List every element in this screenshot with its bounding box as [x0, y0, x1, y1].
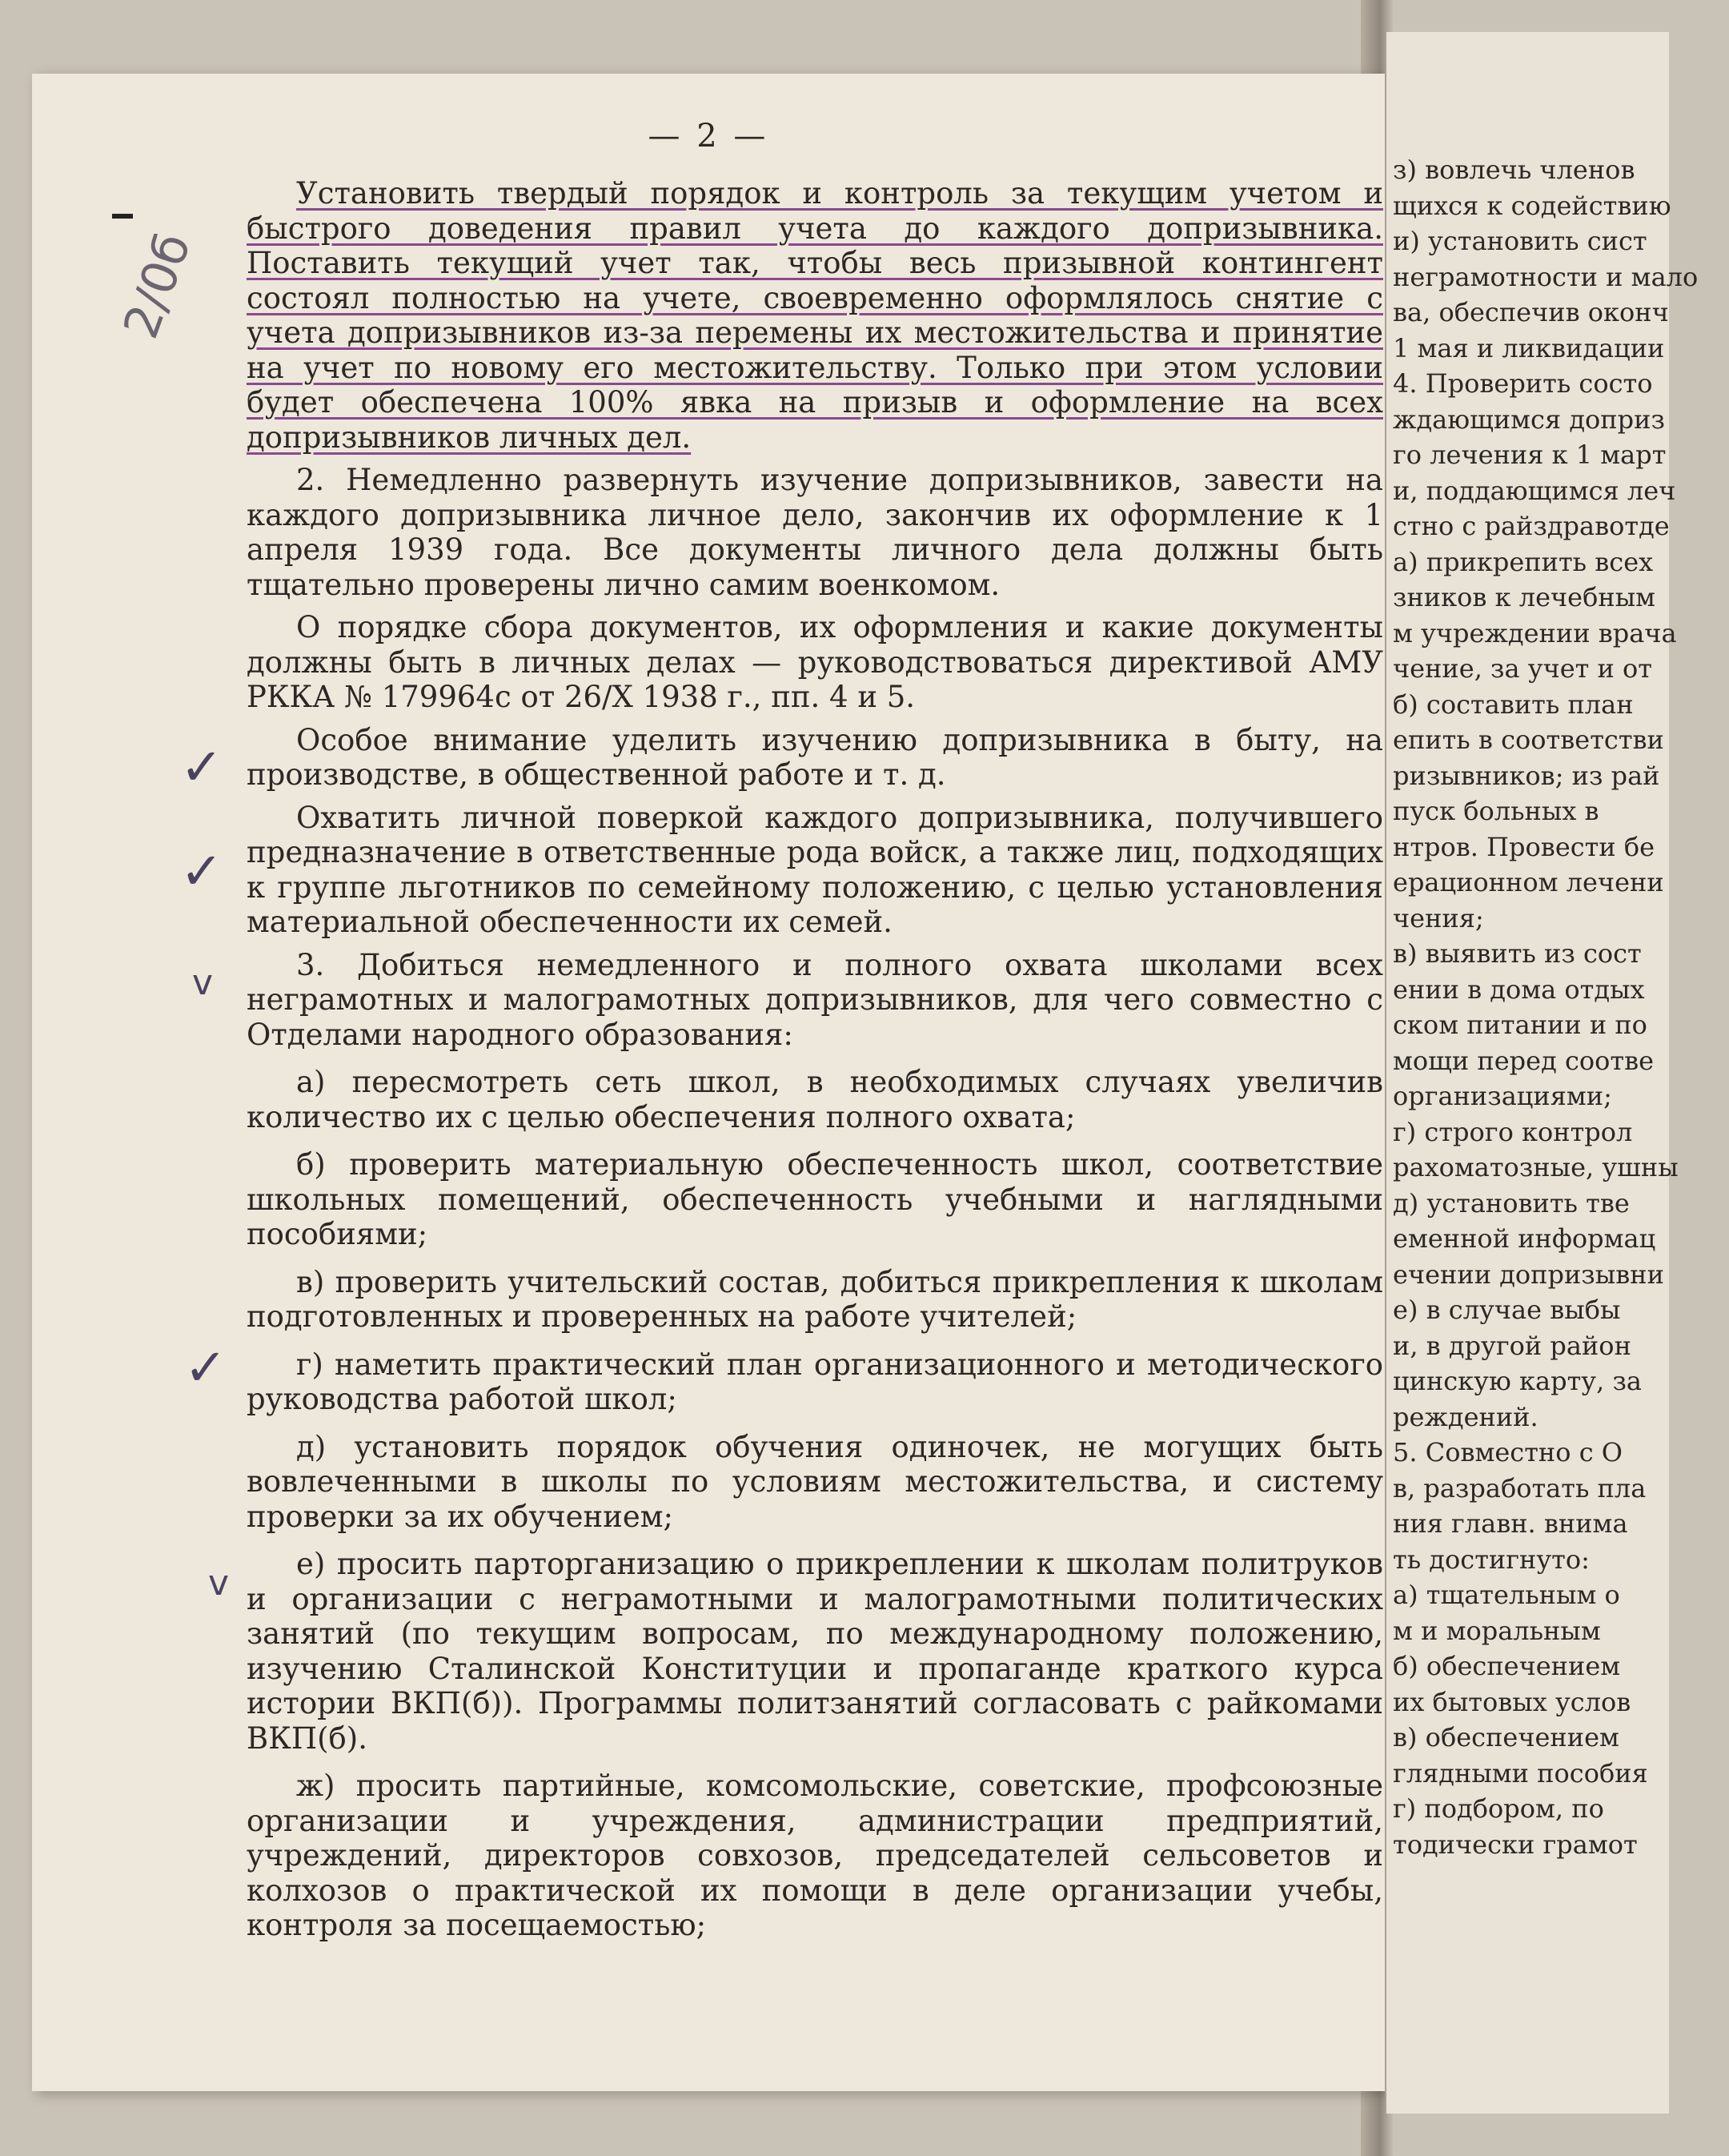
facing-page-line: 1 мая и ликвидации: [1393, 332, 1665, 363]
item-d: д) установить порядок обучения одиночек, не могущих быть вовлеченными в школы по условиям местожительства, и систему проверки за их обучением;: [247, 1429, 1383, 1534]
facing-page-line: ечении допризывни: [1393, 1259, 1664, 1290]
document-body: [247, 176, 1383, 1951]
facing-page-line: б) обеспечением: [1393, 1651, 1621, 1681]
facing-page-line: 4. Проверить состо: [1393, 368, 1653, 399]
document-page: [32, 74, 1385, 2091]
paragraph-5: Охватить личной поверкой каждого допризывника, получившего предназначение в ответственные рода войск, а также лиц, подходящих к группе льготников по семейному положению, с целью установления материальной обеспеченности их семей.: [247, 800, 1383, 939]
facing-page-line: тодически грамот: [1393, 1829, 1638, 1860]
item-zh: ж) просить партийные, комсомольские, советские, профсоюзные организации и учреждения, администрации предприятий, учреждений, директоров совхозов, председателей сельсоветов и колхозов о практической их помощи в деле организации учебы, контроля за посещаемостью;: [247, 1769, 1383, 1942]
margin-check-mark: ✓: [180, 738, 223, 797]
facing-page-line: чения;: [1393, 902, 1484, 933]
facing-page-line: го лечения к 1 март: [1393, 440, 1667, 470]
facing-page-line: неграмотности и мало: [1393, 261, 1699, 292]
margin-pencil-note: 2/0б: [113, 226, 203, 346]
facing-page: [1385, 32, 1699, 2114]
margin-v-mark: v: [192, 962, 214, 1003]
facing-page-line: м и моральным: [1393, 1615, 1601, 1646]
facing-page-line: д) установить тве: [1393, 1187, 1630, 1219]
paragraph-2: 2. Немедленно развернуть изучение допризывников, завести на каждого допризывника личное дело, закончив их оформление к 1 апреля 1939 года. Все документы личного дела должны быть тщательно проверены лично самим военкомом.: [247, 463, 1383, 602]
facing-page-line: ском питании и по: [1393, 1010, 1647, 1040]
item-e: е) просить парторганизацию о прикреплении к школам политруков и организации с неграмотными и малограмотными политических занятий (по текущим вопросам, по международному положению, изучению Сталинской Конституции и пропаганде краткого курса истории ВКП(б)). Программы политзанятий согласовать с райкомами ВКП(б).: [247, 1547, 1383, 1756]
facing-page-line: в) выявить из сост: [1393, 938, 1642, 969]
facing-page-line: б) составить план: [1393, 689, 1634, 720]
facing-page-line: г) строго контрол: [1393, 1116, 1633, 1147]
facing-page-line: и) установить сист: [1393, 226, 1647, 256]
margin-check-mark: ✓: [184, 1339, 227, 1398]
facing-page-line: епить в соответстви: [1393, 725, 1664, 755]
margin-v-mark: v: [208, 1563, 230, 1604]
paragraph-4: Особое внимание уделить изучению допризывника в быту, на производстве, в общественной работе и т. д.: [247, 722, 1383, 792]
facing-page-line: а) тщательным о: [1393, 1580, 1620, 1610]
item-v: в) проверить учительский состав, добиться прикрепления к школам подготовленных и проверенных на работе учителей;: [247, 1264, 1383, 1334]
facing-page-line: ерационном лечени: [1393, 867, 1664, 897]
item-g: г) наметить практический план организационного и методического руководства работой школ;: [247, 1347, 1383, 1416]
facing-page-line: 5. Совместно с О: [1393, 1437, 1623, 1467]
facing-page-line: ния главн. внима: [1393, 1508, 1628, 1539]
facing-page-line: м учреждении врача: [1393, 617, 1677, 648]
facing-page-line: в) обеспечением: [1393, 1722, 1619, 1753]
margin-check-mark: ✓: [180, 842, 223, 901]
facing-page-line: организациями;: [1393, 1081, 1612, 1111]
facing-page-line: з) вовлечь членов: [1393, 155, 1635, 185]
facing-page-line: цинскую карту, за: [1393, 1366, 1642, 1396]
facing-page-line: чение, за учет и от: [1393, 653, 1652, 684]
facing-page-line: их бытовых услов: [1393, 1686, 1631, 1717]
facing-page-line: ть достигнуто:: [1393, 1544, 1590, 1575]
paragraph-6: 3. Добиться немедленного и полного охвата школами всех неграмотных и малограмотных допризывников, для чего совместно с Отделами народного образования:: [247, 947, 1383, 1052]
facing-page-line: в, разработать пла: [1393, 1472, 1647, 1504]
facing-page-line: е) в случае выбы: [1393, 1295, 1621, 1325]
facing-page-line: а) прикрепить всех: [1393, 546, 1654, 577]
facing-page-line: реждений.: [1393, 1401, 1538, 1432]
facing-page-line: щихся к содействию: [1393, 190, 1671, 221]
facing-page-line: глядными пособия: [1393, 1757, 1648, 1789]
paragraph-3: О порядке сбора документов, их оформления и какие документы должны быть в личных делах — руководствоваться директивой АМУ РККА № 179964с от 26/X 1938 г., пп. 4 и 5.: [247, 610, 1383, 714]
item-a: а) пересмотреть сеть школ, в необходимых случаях увеличив количество их с целью обеспечения полного охвата;: [247, 1065, 1383, 1134]
facing-page-line: и, в другой район: [1393, 1330, 1631, 1361]
page-number: — 2 —: [648, 118, 769, 155]
facing-page-text: [1393, 152, 1729, 1862]
facing-page-line: пуск больных в: [1393, 796, 1599, 826]
item-b: б) проверить материальную обеспеченность школ, соответствие школьных помещений, обеспеченность учебными и наглядными пособиями;: [247, 1147, 1383, 1251]
margin-dash: [112, 214, 133, 219]
facing-page-line: ва, обеспечив оконч: [1393, 297, 1669, 327]
facing-page-line: мощи перед соотве: [1393, 1045, 1655, 1076]
facing-page-line: ждающимся дoприз: [1393, 403, 1665, 435]
facing-page-line: г) подбором, по: [1393, 1793, 1604, 1824]
facing-page-line: еменной информац: [1393, 1223, 1656, 1254]
facing-page-line: нтров. Провести бе: [1393, 831, 1655, 862]
facing-page-line: зников к лечебным: [1393, 582, 1656, 612]
facing-page-line: ении в дома отдых: [1393, 974, 1645, 1005]
facing-page-line: ризывников; из рай: [1393, 760, 1660, 791]
facing-page-line: и, поддающимся леч: [1393, 475, 1676, 506]
paragraph-1: Установить твердый порядок и контроль за текущим учетом и быстрого доведения правил учета до каждого допризывника. Поставить текущий учет так, чтобы весь призывной контингент состоял полностью на учете, своевременно оформлялось снятие с учета допризывников из-за перемены их местожительства и принятие на учет по новому его местожительству. Только при этом условии будет обеспечена 100% явка на призыв и оформление на всех допризывников личных дел.: [247, 176, 1383, 455]
facing-page-line: стно с райздравотде: [1393, 511, 1670, 541]
facing-page-line: рахоматозные, ушны: [1393, 1152, 1679, 1182]
